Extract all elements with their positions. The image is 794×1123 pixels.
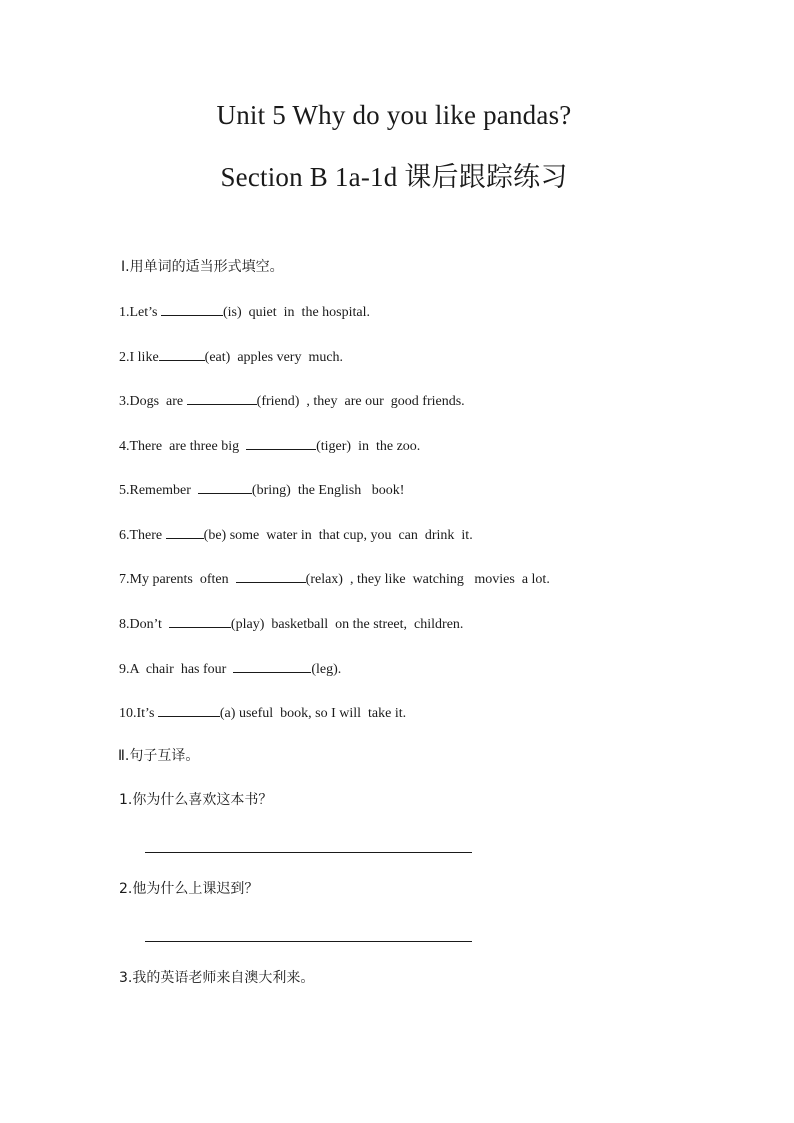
exercise-item-5: 5.Remember (bring) the English book! (119, 480, 404, 500)
exercise-item-7: 7.My parents often (relax) , they like watching movies a lot. (119, 569, 550, 589)
part2-heading: Ⅱ.句子互译。 (118, 748, 200, 764)
answer-blank[interactable] (159, 347, 205, 361)
answer-blank[interactable] (233, 659, 311, 673)
answer-blank[interactable] (161, 302, 223, 316)
exercise-item-8: 8.Don’t (play) basketball on the street, children. (119, 614, 463, 634)
exercise-item-3: 3.Dogs are (friend) , they are our good friends. (119, 391, 465, 411)
answer-line[interactable] (145, 852, 472, 853)
answer-blank[interactable] (198, 480, 252, 494)
exercise-item-9: 9.A chair has four (leg). (119, 659, 341, 679)
answer-blank[interactable] (236, 569, 306, 583)
exercise-item-1: 1.Let’s (is) quiet in the hospital. (119, 302, 370, 322)
worksheet-subtitle: Section B 1a-1d 课后跟踪练习 (220, 162, 568, 192)
translation-item-1: 1.你为什么喜欢这本书？ (119, 792, 273, 808)
translation-item-3: 3.我的英语老师来自澳大利来。 (119, 970, 315, 986)
exercise-item-10: 10.It’s (a) useful book, so I will take it. (119, 703, 406, 723)
exercise-item-4: 4.There are three big (tiger) in the zoo. (119, 436, 420, 456)
exercise-item-6: 6.There (be) some water in that cup, you can drink it. (119, 525, 473, 545)
answer-blank[interactable] (158, 703, 220, 717)
answer-blank[interactable] (246, 436, 316, 450)
answer-blank[interactable] (166, 525, 204, 539)
translation-item-2: 2.他为什么上课迟到？ (119, 881, 259, 897)
answer-blank[interactable] (187, 391, 257, 405)
exercise-item-2: 2.I like (eat) apples very much. (119, 347, 343, 367)
answer-blank[interactable] (169, 614, 231, 628)
answer-line[interactable] (145, 941, 472, 942)
part1-heading: Ⅰ.用单词的适当形式填空。 (121, 259, 284, 275)
worksheet-title: Unit 5 Why do you like pandas? (216, 100, 572, 130)
